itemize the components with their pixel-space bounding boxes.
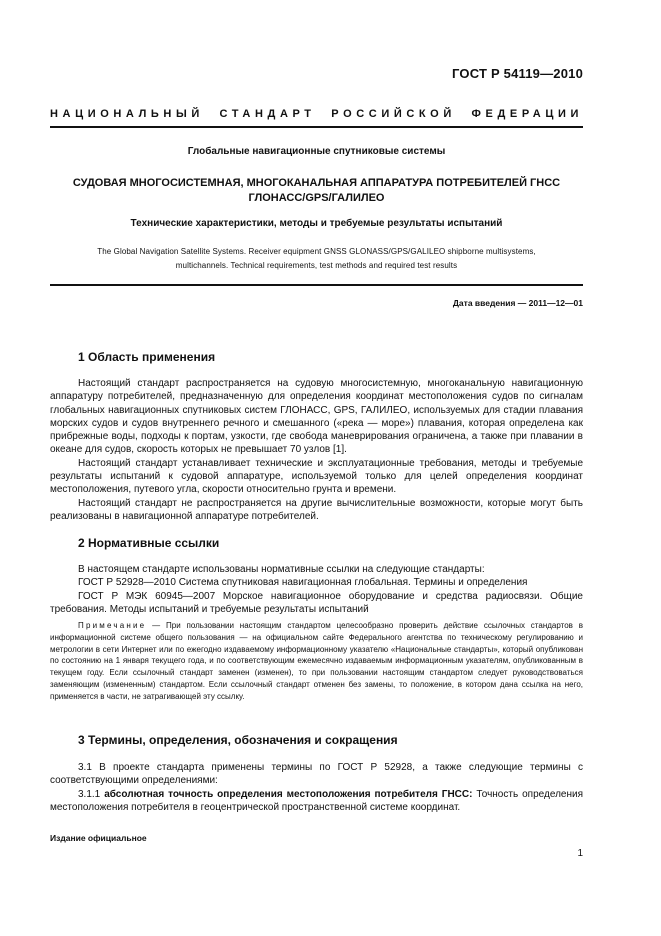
page-number: 1 xyxy=(577,848,583,859)
section2-note xyxy=(50,620,583,703)
edition-label: Издание официальное xyxy=(50,833,147,843)
note-lead: Примечание xyxy=(78,621,147,630)
section1-paragraph: Настоящий стандарт не распространяется на другие вычислительные возможности, которые могут быть реализованы в навигационной аппаратуре потребителей. xyxy=(50,497,583,522)
term-text: Точность определения местоположения потребителя в геоцентрической пространственной системе координат. xyxy=(50,788,583,813)
section1-body xyxy=(50,377,583,523)
section2-paragraph: В настоящем стандарте использованы нормативные ссылки на следующие стандарты: xyxy=(78,564,485,575)
english-title-line2: multichannels. Technical requirements, test methods and required test results xyxy=(175,261,458,270)
main-title-line2: ГЛОНАСС/GPS/ГАЛИЛЕО xyxy=(248,192,385,204)
header-rule xyxy=(50,126,583,128)
section1-heading: 1 Область применения xyxy=(78,350,216,364)
section2-body xyxy=(50,563,583,616)
english-title xyxy=(50,245,583,273)
main-title xyxy=(50,176,583,206)
section3-body xyxy=(50,761,583,814)
introduction-date: Дата введения — 2011—12—01 xyxy=(452,298,583,308)
english-title-line1: The Global Navigation Satellite Systems. Receiver equipment GNSS GLONASS/GPS/GALILEO shipborne multisystems, xyxy=(97,247,536,256)
section3-heading: 3 Термины, определения, обозначения и сокращения xyxy=(78,733,398,747)
note-text: — При пользовании настоящим стандартом целесообразно проверить действие ссылочных стандартов в информационной системе общего пользования — на официальном сайте Федерального агентства по техническому регулированию и метрологии в сети Интернет или по ежегодно издаваемому информационному указателю «Национальные стандарты», который опубликован по состоянию на 1 января текущего года, и по соответствующим ежемесячно издаваемым информационным указателям, опубликованным в текущем году. Если ссылочный стандарт заменен (изменен), то при пользовании настоящим стандартом следует руководствоваться заменяющим (измененным) стандартом. Если ссылочный стандарт отменен без замены, то положение, в котором дана ссылка на него, применяется в части, не затрагивающей эту ссылку. xyxy=(50,621,583,701)
standard-type-heading: НАЦИОНАЛЬНЫЙ СТАНДАРТ РОССИЙСКОЙ ФЕДЕРАЦИИ xyxy=(50,108,583,120)
section1-paragraph: Настоящий стандарт распространяется на судовую многосистемную, многоканальную навигационную аппаратуру потребителей, предназначенную для определения координат местоположения судов по сигналам глобальных навигационных спутниковых систем ГЛОНАСС, GPS, ГАЛИЛЕО, используемых для стадии плавания морских судов и судов внутреннего речного и смешанного («река — море») плавания, которая определена как прибрежные воды, подходы к портам, узкости, где свобода маневрирования ограничена, а также при плавании в океане для судов, скорость которых не превышает 70 узлов [1]. xyxy=(50,378,583,456)
term-definition xyxy=(50,788,583,815)
main-title-line1: СУДОВАЯ МНОГОСИСТЕМНАЯ, МНОГОКАНАЛЬНАЯ АППАРАТУРА ПОТРЕБИТЕЛЕЙ ГНСС xyxy=(72,177,561,189)
reference-item: ГОСТ Р 52928—2010 Система спутниковая навигационная глобальная. Термины и определения xyxy=(78,577,528,589)
reference-item: ГОСТ Р МЭК 60945—2007 Морское навигационное оборудование и средства радиосвязи. Общие требования. Методы испытаний и требуемые результаты испытаний xyxy=(50,590,583,615)
title-subtitle: Глобальные навигационные спутниковые системы xyxy=(187,146,446,157)
term-name: абсолютная точность определения местоположения потребителя ГНСС: xyxy=(104,788,473,800)
term-number: 3.1.1 xyxy=(78,788,105,800)
title-description: Технические характеристики, методы и требуемые результаты испытаний xyxy=(130,218,503,229)
title-rule xyxy=(50,284,583,286)
section1-paragraph: Настоящий стандарт устанавливает технические и эксплуатационные требования, методы и требуемые результаты испытаний к судовой аппаратуре, используемой только для целей определения координат местоположения, путевого угла, скорости относительно грунта и времени. xyxy=(50,457,583,496)
section2-heading: 2 Нормативные ссылки xyxy=(78,536,220,550)
document-designation: ГОСТ Р 54119—2010 xyxy=(452,66,583,81)
section3-paragraph: 3.1 В проекте стандарта применены термины по ГОСТ Р 52928, а также следующие термины с соответствующими определениями: xyxy=(50,762,583,787)
